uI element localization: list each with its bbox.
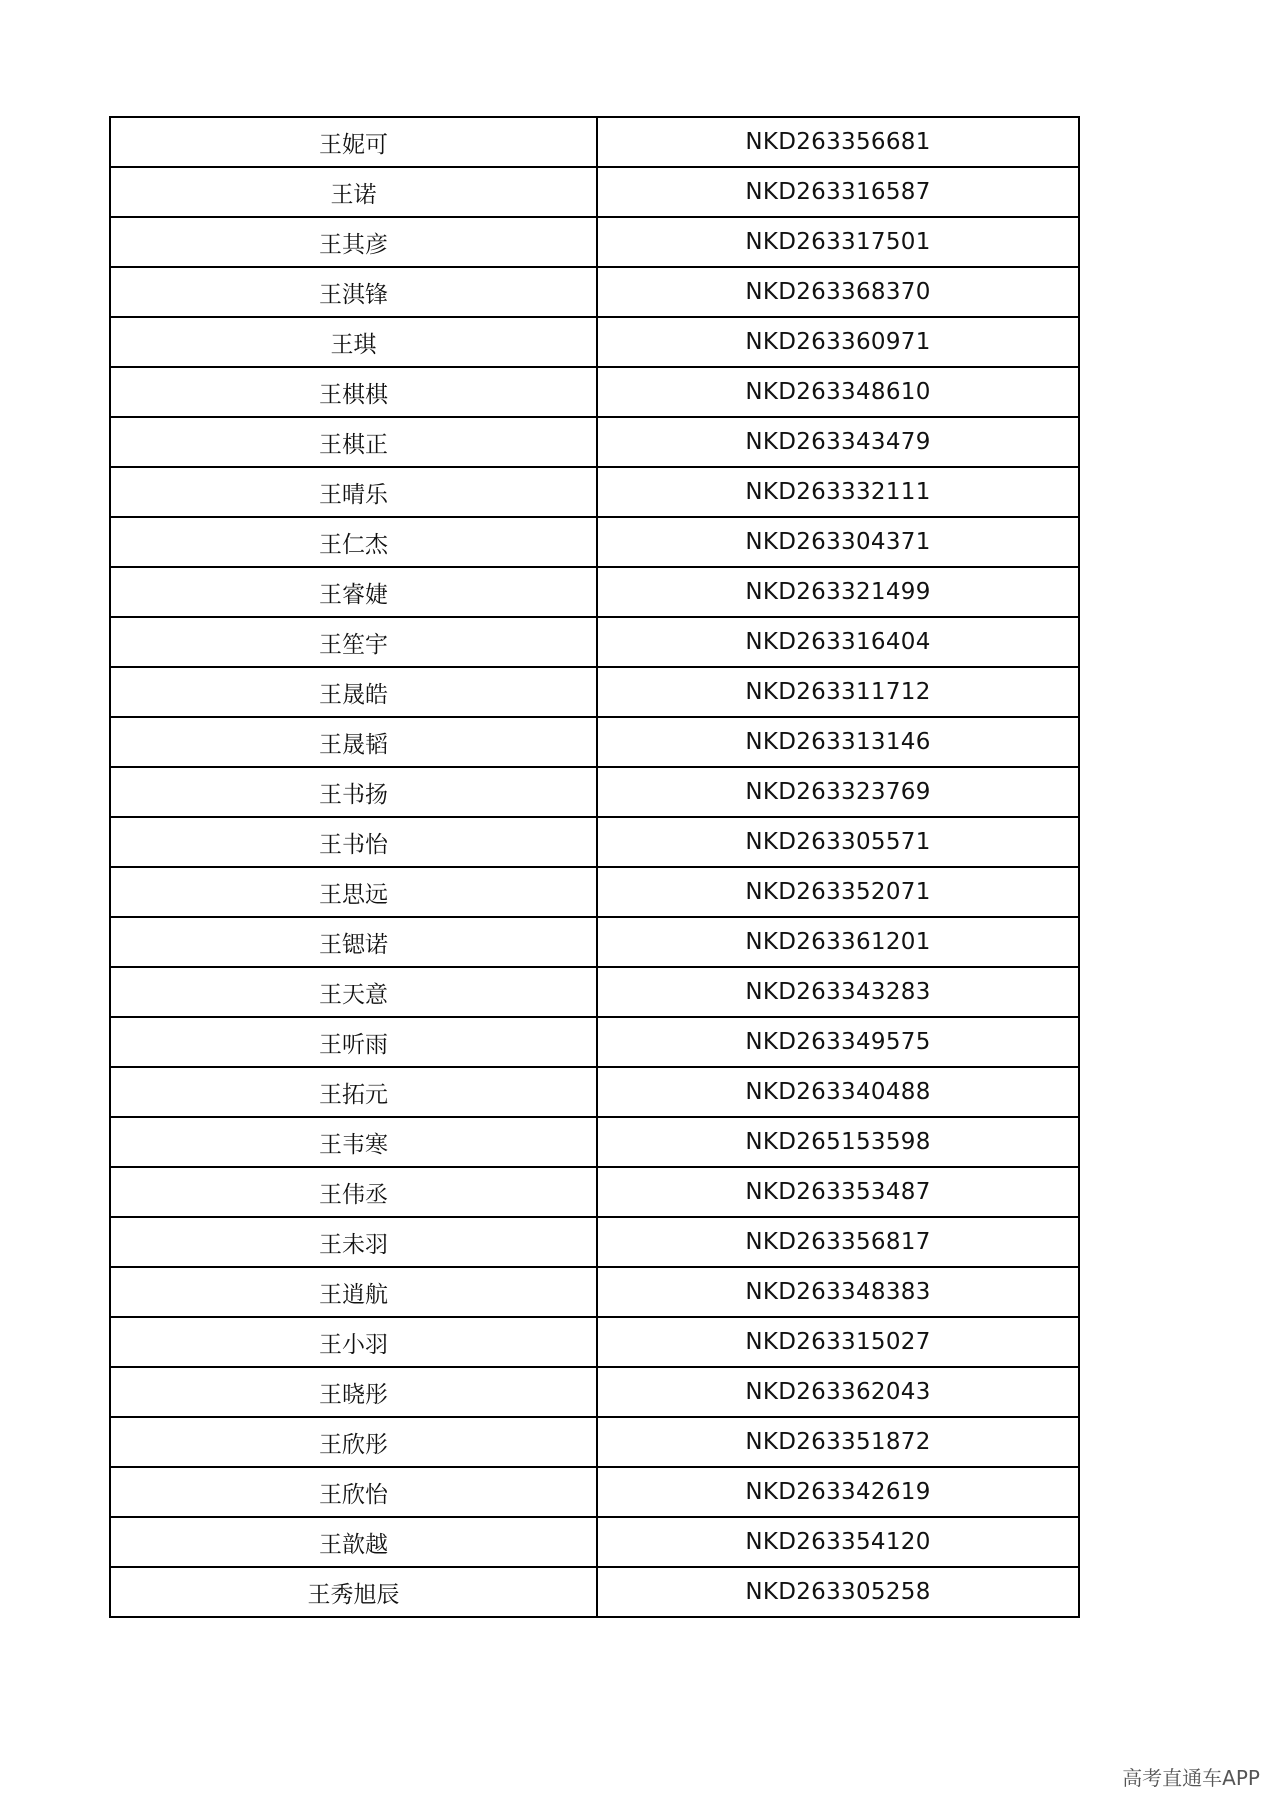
table-row — [110, 667, 1079, 717]
table-row — [110, 367, 1079, 417]
student-id-cell: NKD263315027 — [597, 1317, 1079, 1367]
student-id-cell: NKD263356681 — [597, 117, 1079, 167]
student-id-cell: NKD263311712 — [597, 667, 1079, 717]
table-row — [110, 517, 1079, 567]
student-name-cell: 王秀旭辰 — [110, 1567, 597, 1617]
student-id-cell: NKD263354120 — [597, 1517, 1079, 1567]
student-id-cell: NKD263321499 — [597, 567, 1079, 617]
student-id-cell: NKD263316404 — [597, 617, 1079, 667]
table-row — [110, 267, 1079, 317]
table-row — [110, 1167, 1079, 1217]
student-name-cell: 王欣怡 — [110, 1467, 597, 1517]
student-id-cell: NKD263305571 — [597, 817, 1079, 867]
student-name-cell: 王歆越 — [110, 1517, 597, 1567]
student-name-cell: 王晴乐 — [110, 467, 597, 517]
student-name-cell: 王琪 — [110, 317, 597, 367]
student-name-cell: 王天意 — [110, 967, 597, 1017]
student-name-cell: 王逍航 — [110, 1267, 597, 1317]
student-id-cell: NKD263349575 — [597, 1017, 1079, 1067]
student-name-cell: 王思远 — [110, 867, 597, 917]
student-name-cell: 王其彦 — [110, 217, 597, 267]
student-id-cell: NKD263352071 — [597, 867, 1079, 917]
student-name-cell: 王听雨 — [110, 1017, 597, 1067]
student-name-cell: 王妮可 — [110, 117, 597, 167]
student-id-cell: NKD265153598 — [597, 1117, 1079, 1167]
table-row — [110, 217, 1079, 267]
student-id-cell: NKD263356817 — [597, 1217, 1079, 1267]
student-id-cell: NKD263343283 — [597, 967, 1079, 1017]
table-row — [110, 567, 1079, 617]
table-row — [110, 167, 1079, 217]
student-id-cell: NKD263361201 — [597, 917, 1079, 967]
table-row — [110, 1567, 1079, 1617]
table-row — [110, 867, 1079, 917]
table-row — [110, 317, 1079, 367]
table-row — [110, 1417, 1079, 1467]
table-row — [110, 1217, 1079, 1267]
student-name-cell: 王小羽 — [110, 1317, 597, 1367]
student-id-cell: NKD263304371 — [597, 517, 1079, 567]
student-name-cell: 王书怡 — [110, 817, 597, 867]
table-row — [110, 1367, 1079, 1417]
table-row — [110, 917, 1079, 967]
table-row — [110, 817, 1079, 867]
student-id-cell: NKD263360971 — [597, 317, 1079, 367]
student-id-cell: NKD263348610 — [597, 367, 1079, 417]
table-row — [110, 467, 1079, 517]
app-watermark: 高考直通车APP — [1122, 1766, 1260, 1790]
table-row — [110, 417, 1079, 467]
table-row — [110, 967, 1079, 1017]
student-name-cell: 王韦寒 — [110, 1117, 597, 1167]
student-id-cell: NKD263317501 — [597, 217, 1079, 267]
student-id-cell: NKD263313146 — [597, 717, 1079, 767]
student-name-cell: 王诺 — [110, 167, 597, 217]
table-row — [110, 1017, 1079, 1067]
student-id-cell: NKD263353487 — [597, 1167, 1079, 1217]
roster-table — [109, 116, 1080, 1618]
roster-body — [110, 117, 1079, 1617]
table-row — [110, 117, 1079, 167]
student-id-cell: NKD263351872 — [597, 1417, 1079, 1467]
student-id-cell: NKD263316587 — [597, 167, 1079, 217]
table-row — [110, 1117, 1079, 1167]
table-row — [110, 1267, 1079, 1317]
student-name-cell: 王淇锋 — [110, 267, 597, 317]
student-name-cell: 王仁杰 — [110, 517, 597, 567]
student-name-cell: 王锶诺 — [110, 917, 597, 967]
student-id-cell: NKD263348383 — [597, 1267, 1079, 1317]
student-name-cell: 王棋棋 — [110, 367, 597, 417]
student-id-cell: NKD263305258 — [597, 1567, 1079, 1617]
table-row — [110, 767, 1079, 817]
student-name-cell: 王晟皓 — [110, 667, 597, 717]
student-name-cell: 王晓彤 — [110, 1367, 597, 1417]
student-id-cell: NKD263368370 — [597, 267, 1079, 317]
student-id-cell: NKD263340488 — [597, 1067, 1079, 1117]
student-name-cell: 王欣彤 — [110, 1417, 597, 1467]
student-id-cell: NKD263323769 — [597, 767, 1079, 817]
student-id-cell: NKD263332111 — [597, 467, 1079, 517]
student-name-cell: 王未羽 — [110, 1217, 597, 1267]
student-name-cell: 王棋正 — [110, 417, 597, 467]
table-row — [110, 1067, 1079, 1117]
student-name-cell: 王笙宇 — [110, 617, 597, 667]
student-name-cell: 王拓元 — [110, 1067, 597, 1117]
student-id-cell: NKD263343479 — [597, 417, 1079, 467]
student-id-cell: NKD263342619 — [597, 1467, 1079, 1517]
student-name-cell: 王书扬 — [110, 767, 597, 817]
student-name-cell: 王伟丞 — [110, 1167, 597, 1217]
table-row — [110, 617, 1079, 667]
student-name-cell: 王晟韬 — [110, 717, 597, 767]
table-row — [110, 1467, 1079, 1517]
table-row — [110, 1517, 1079, 1567]
student-id-cell: NKD263362043 — [597, 1367, 1079, 1417]
table-row — [110, 717, 1079, 767]
table-row — [110, 1317, 1079, 1367]
student-name-cell: 王睿婕 — [110, 567, 597, 617]
